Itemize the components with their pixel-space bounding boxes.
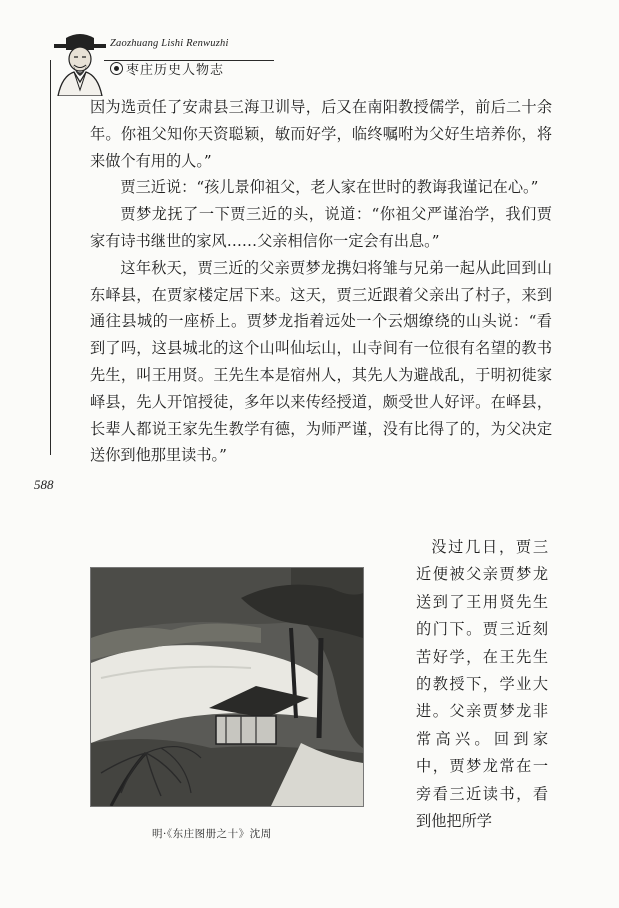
double-circle-icon bbox=[110, 62, 123, 75]
side-text bbox=[416, 534, 548, 835]
series-title-pinyin: Zaozhuang Lishi Renwuzhi bbox=[110, 38, 229, 49]
paragraph: 没过几日，贾三近便被父亲贾梦龙送到了王用贤先生的门下。贾三近刻苦好学，在王先生的教授下，学业大进。父亲贾梦龙非常高兴。回到家中，贾梦龙常在一旁看三近读书，看到他把所学 bbox=[416, 538, 548, 831]
page-number: 588 bbox=[34, 477, 54, 492]
paragraph: 这年秋天，贾三近的父亲贾梦龙携妇将雏与兄弟一起从此回到山东峄县，在贾家楼定居下来。这天，贾三近跟着父亲出了村子，来到通往县城的一座桥上。贾梦龙指着远处一个云烟缭绕的山头说：“看到了吗，这县城北的这个山叫仙坛山，山寺间有一位很有名望的教书先生，叫王用贤。王先生本是宿州人，其先人为避战乱，于明初徙家峄县，先人开馆授徒，多年以来传经授道，颇受世人好评。在峄县，长辈人都说王家先生教学有德，为师严谨，没有比得了的，为父决定送你到他那里读书。” bbox=[90, 258, 552, 465]
paragraph: 因为选贡任了安肃县三海卫训导，后又在南阳教授儒学，前后二十余年。你祖父知你天资聪颖，敏而好学，临终嘱咐为父好生培养你，将来做个有用的人。” bbox=[90, 98, 552, 170]
figure-caption: 明·《东庄图册之十》沈周 bbox=[152, 828, 272, 840]
landscape-painting-illustration bbox=[90, 567, 364, 807]
paragraph: 贾三近说：“孩儿景仰祖父，老人家在世时的教诲我谨记在心。” bbox=[120, 178, 539, 197]
series-title bbox=[110, 59, 224, 78]
margin-rule bbox=[50, 60, 51, 455]
series-title-label: 枣庄历史人物志 bbox=[126, 63, 225, 78]
scholar-official-portrait-icon bbox=[52, 32, 108, 96]
body-text bbox=[90, 94, 552, 469]
paragraph: 贾梦龙抚了一下贾三近的头，说道：“你祖父严谨治学，我们贾家有诗书继世的家风……父亲相信你一定会有出息。” bbox=[90, 205, 552, 250]
